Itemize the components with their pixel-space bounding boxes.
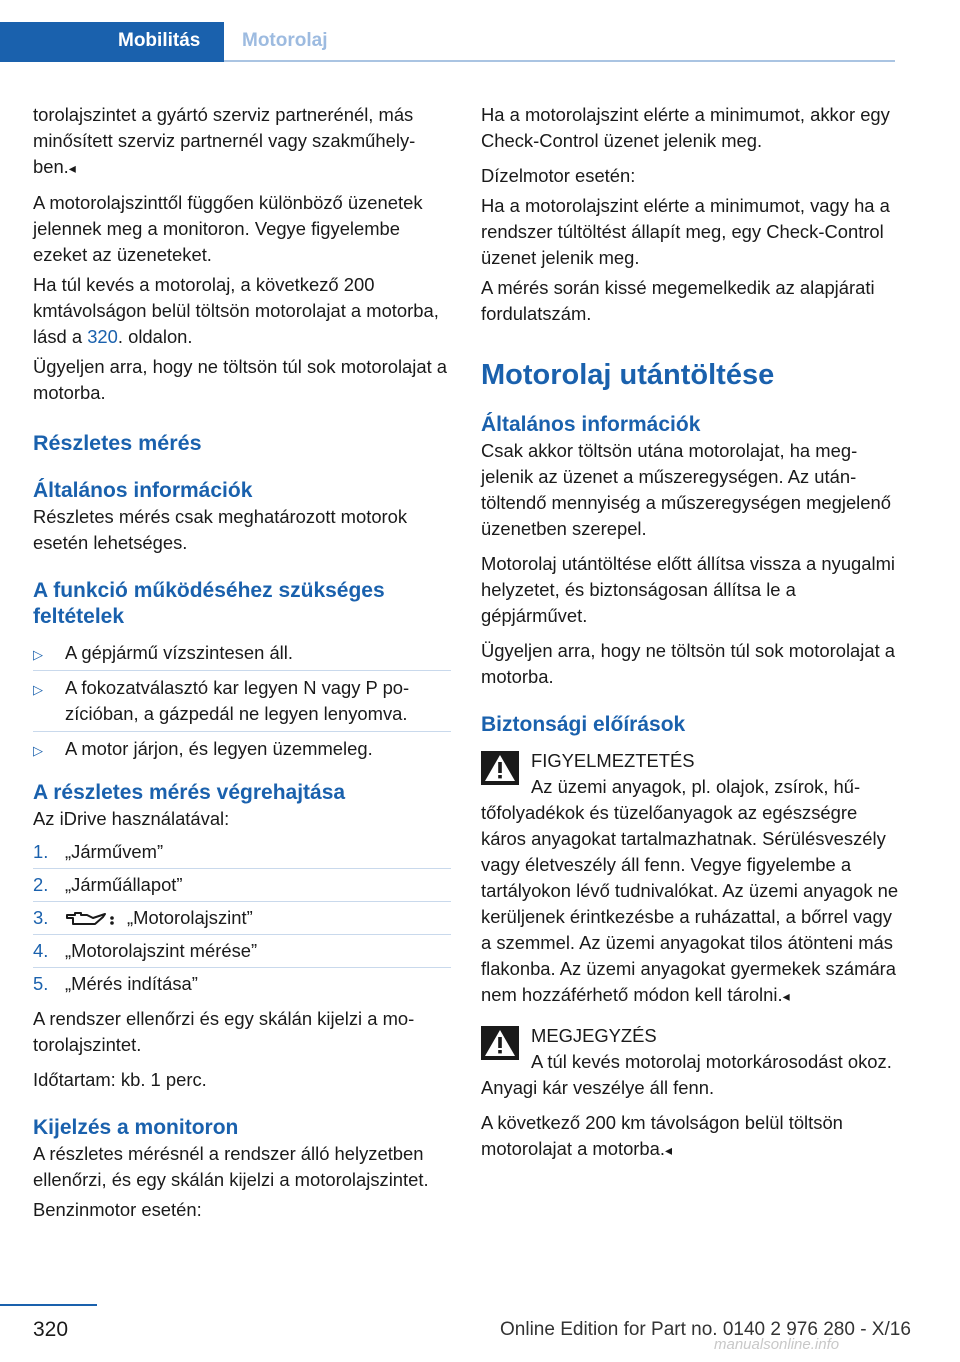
list-item: 3. „Motorolajszint” [33,902,451,935]
oil-can-icon [65,909,117,929]
conditions-list [33,636,451,766]
paragraph: Az iDrive használatával: [33,808,230,829]
heading-safety: Biztonsági előírások [481,713,686,736]
edition-info: Online Edition for Part no. 0140 2 976 280 - X/16 [500,1319,911,1340]
paragraph: Időtartam: kb. 1 perc. [33,1069,207,1090]
steps-list [33,836,451,1000]
heading-conditions: A funkció működéséhez szükséges feltételek [33,579,385,628]
list-item: 2. „Járműállapot” [33,869,451,902]
heading-detailed-measurement: Részletes mérés [33,431,202,455]
paragraph: Ha a motorolajszint elérte a minimumot, vagy ha a rendszer túltöltést állapít meg, egy Check-Control üzenet jelenik meg. [481,195,890,268]
list-item: ▷ A motor járjon, és legyen üzemmeleg. [33,732,451,766]
tab-mobility[interactable] [0,22,224,62]
tab-mobility-label: Mobilitás [118,30,201,51]
note-box [481,1023,899,1049]
heading-display: Kijelzés a monitoron [33,1116,239,1139]
page-link[interactable]: 320 [87,326,118,347]
paragraph: Csak akkor töltsön utána motorolajat, ha megjelenik az üzenet a műszeregységen. Az utántöltendő mennyiség a műszeregységen megjelenő üzenetben szerepel. [481,440,891,539]
list-item: ▷ A gépjármű vízszintesen áll. [33,636,451,671]
tab-engine-oil-label: Motorolaj [242,30,328,51]
note-title: MEGJEGYZÉS [531,1025,657,1046]
paragraph: Ha a motorolajszint elérte a minimumot, akkor egy Check-Control üzenet jelenik meg. [481,104,890,151]
end-mark-icon: ◂ [782,988,790,1004]
paragraph: A részletes mérésnél a rendszer álló helyzetben ellenőrzi, és egy skálán kijelzi a motorolajszintet. [33,1143,429,1190]
list-item: 1. „Járművem” [33,836,451,869]
page-number: 320 [33,1318,69,1341]
footer-rule [0,1304,97,1306]
warning-triangle-icon [481,751,519,785]
warning-title: FIGYELMEZTETÉS [531,750,695,771]
chapter-header [0,22,895,62]
warning-box [481,748,899,774]
left-column [33,102,451,1232]
paragraph: Ha túl kevés a motorolaj, a következő 200 kmtávolságon belül töltsön motorolajat a motorba, lásd a 320. oldalon. [33,274,439,347]
note-text: A túl kevés motorolaj motorkárosodást okoz. Anyagi kár veszélye áll fenn. [481,1051,892,1098]
paragraph: Ügyeljen arra, hogy ne töltsön túl sok motorolajat a motorba. [33,356,448,403]
bullet-icon: ▷ [33,743,43,758]
heading-general-info: Általános információk [481,413,701,436]
tab-engine-oil[interactable] [224,22,895,62]
watermark: manualsonline.info [714,1336,840,1353]
bullet-icon: ▷ [33,682,43,697]
heading-oil-refill: Motorolaj utántöltése [481,359,775,391]
paragraph: A rendszer ellenőrzi és egy skálán kijelzi a motorolajszintet. [33,1008,415,1055]
bullet-icon: ▷ [33,647,43,662]
note-text-2: A következő 200 km távolságon belül töltsön motorolajat a motorba.◂ [481,1112,843,1159]
paragraph: Dízelmotor esetén: [481,165,636,186]
paragraph: A mérés során kissé megemelkedik az alapjárati fordulatszám. [481,277,875,324]
paragraph: torolajszintet a gyártó szerviz partnerénél, más minősített szerviz partnernél vagy szakműhelyben.◂ [33,104,416,177]
heading-execution: A részletes mérés végrehajtása [33,781,346,804]
paragraph: Motorolaj utántöltése előtt állítsa vissza a nyugalmi helyzetet, és biztonságosan állítsa le a gépjárművet. [481,553,895,626]
end-mark-icon: ◂ [68,160,76,176]
paragraph: Részletes mérés csak meghatározott motorok esetén lehetséges. [33,506,408,553]
warning-text: Az üzemi anyagok, pl. olajok, zsírok, hűtőfolyadékok és tüzelőanyagok az egészségre káros anyagokat tartalmazhatnak. Sérülésveszély vagy életveszély áll fenn. Vegye figyelembe a tartályokon lévő tudnivalókat. Az üzemi anyagok ne kerüljenek érintkezésbe a ruházattal, a bőrrel vagy a szemmel. Az üzemi anyagokat tilos átönteni más flakonba. Az üzemi anyagokat gyermekek számára nem hozzáférhető módon kell tárolni.◂ [481,776,899,1005]
list-item: 4. „Motorolajszint mérése” [33,935,451,968]
end-mark-icon: ◂ [665,1142,673,1158]
paragraph: Ügyeljen arra, hogy ne töltsön túl sok motorolajat a motorba. [481,640,896,687]
right-column [481,102,899,1172]
list-item: 5. „Mérés indítása” [33,973,198,994]
heading-general-info: Általános információk [33,479,253,502]
paragraph: Benzinmotor esetén: [33,1199,202,1220]
list-item: ▷ A fokozatválasztó kar legyen N vagy P pozícióban, a gázpedál ne legyen lenyomva. [33,671,451,732]
paragraph: A motorolajszinttől függően különböző üzenetek jelennek meg a monitoron. Vegye figyelembe ezeket az üzeneteket. [33,192,423,265]
caution-triangle-icon [481,1026,519,1060]
